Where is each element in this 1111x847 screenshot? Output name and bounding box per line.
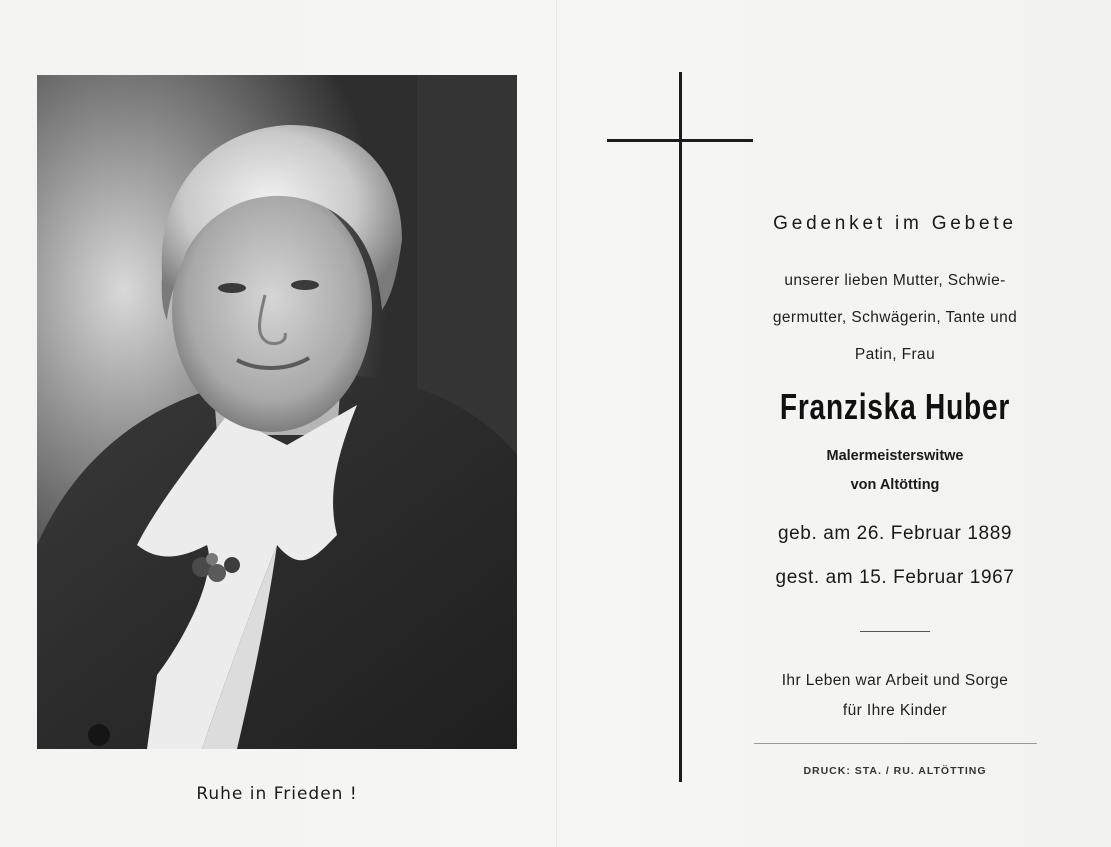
intro-text (740, 262, 1050, 373)
divider-long (754, 743, 1037, 744)
death-date: gest. am 15. Februar 1967 (775, 567, 1015, 588)
deceased-name: Franziska Huber (779, 386, 1011, 427)
divider-short (860, 631, 930, 632)
cross-horizontal-bar (607, 139, 753, 142)
portrait-photo (37, 75, 517, 749)
intro-line: unserer lieben Mutter, Schwie- (784, 272, 1006, 289)
intro-line: Patin, Frau (854, 346, 936, 363)
occupation-block (740, 442, 1050, 500)
epitaph (740, 666, 1050, 726)
memorial-heading: Gedenket im Gebete (773, 213, 1017, 234)
epitaph-line: Ihr Leben war Arbeit und Sorge (781, 672, 1009, 689)
occupation: Malermeisterswitwe (826, 448, 964, 464)
rest-in-peace-caption: Ruhe in Frieden ! (196, 784, 358, 804)
epitaph-line: für Ihre Kinder (842, 702, 948, 719)
birth-date: geb. am 26. Februar 1889 (777, 523, 1013, 544)
hometown: von Altötting (850, 477, 940, 493)
intro-line: germutter, Schwägerin, Tante und (772, 309, 1018, 326)
cross-vertical-bar (679, 72, 682, 782)
printer-imprint: DRUCK: STA. / RU. ALTÖTTING (803, 765, 987, 777)
card-fold (556, 0, 557, 847)
